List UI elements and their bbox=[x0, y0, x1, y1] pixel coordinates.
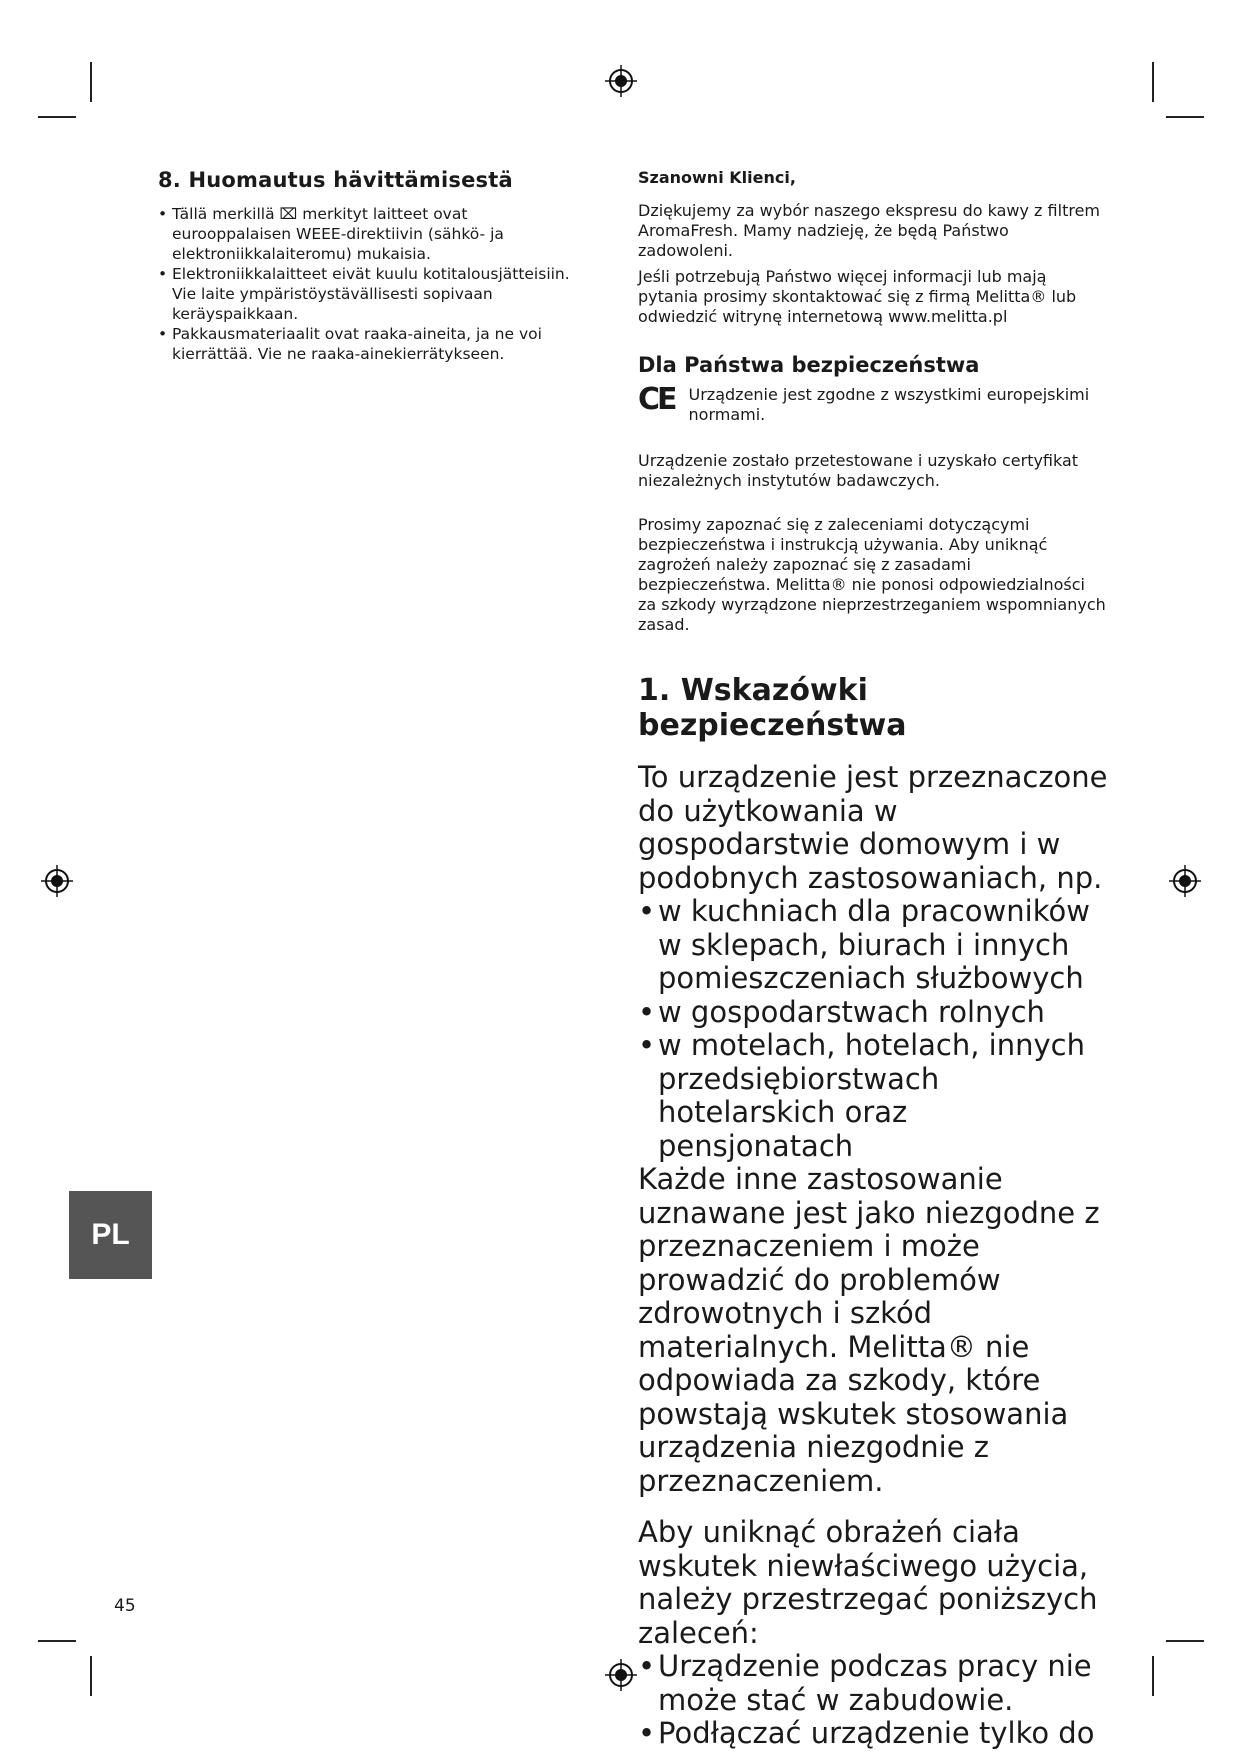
crop-mark bbox=[90, 1656, 92, 1696]
ce-text: Urządzenie jest zgodne z wszystkimi europejskimi normami. bbox=[688, 385, 1090, 424]
injury-intro: Aby uniknąć obrażeń ciała wskutek niewłaściwego użycia, należy przestrzegać poniższych zaleceń: bbox=[638, 1515, 1098, 1650]
language-tab: PL bbox=[69, 1191, 152, 1279]
crop-mark bbox=[1166, 1640, 1204, 1642]
registration-mark-icon bbox=[604, 64, 638, 98]
usage-other: Każde inne zastosowanie uznawane jest jako niezgodne z przeznaczeniem i może prowadzić do problemów zdrowotnych i szkód materialnych. Melitta® nie odpowiada za szkody, które powstają wskutek stosowania urządzenia niezgodnie z przeznaczeniem. bbox=[638, 1162, 1100, 1498]
registration-mark-icon bbox=[40, 864, 74, 898]
recommendation-paragraph: Prosimy zapoznać się z zaleceniami dotyczącymi bezpieczeństwa i instrukcją używania. Aby uniknąć zagrożeń należy zapoznać się z zasadami bezpieczeństwa. Melitta® nie ponosi odpowiedzialności za szkody wyrządzone nieprzestrzeganiem wspomnianych zasad. bbox=[638, 515, 1106, 634]
ce-mark-icon: CE bbox=[638, 382, 675, 417]
list-item: • w gospodarstwach rolnych bbox=[638, 996, 1108, 1030]
crop-mark bbox=[38, 1640, 76, 1642]
list-item: • Pakkausmateriaalit ovat raaka-aineita, ja ne voi kierrättää. Vie ne raaka-ainekierrätykseen. bbox=[158, 324, 578, 364]
list-item: • Podłączać urządzenie tylko do bbox=[638, 1717, 1108, 1751]
safety-heading: Dla Państwa bezpieczeństwa bbox=[638, 353, 980, 377]
injury-list bbox=[638, 1650, 1108, 1751]
page-number: 45 bbox=[114, 1596, 136, 1616]
crop-mark bbox=[38, 116, 76, 118]
greeting: Szanowni Klienci, bbox=[638, 168, 796, 187]
list-item: • w motelach, hotelach, innych przedsiębiorstwach hotelarskich oraz pensjonatach bbox=[638, 1029, 1108, 1163]
registration-mark-icon bbox=[604, 1658, 638, 1692]
crop-mark bbox=[1152, 1656, 1154, 1696]
crop-mark bbox=[1166, 116, 1204, 118]
list-item: • Urządzenie podczas pracy nie może stać w zabudowie. bbox=[638, 1650, 1108, 1717]
list-item: • w kuchniach dla pracowników w sklepach, biurach i innych pomieszczeniach służbowych bbox=[638, 895, 1108, 996]
disposal-list bbox=[158, 204, 578, 364]
right-column bbox=[638, 168, 1108, 1751]
registration-mark-icon bbox=[1168, 864, 1202, 898]
left-column bbox=[158, 168, 578, 364]
crop-mark bbox=[1152, 62, 1154, 102]
contact-paragraph: Jeśli potrzebują Państwo więcej informacji lub mają pytania prosimy skontaktować się z firmą Melitta® lub odwiedzić witrynę internetową www.melitta.pl bbox=[638, 267, 1077, 326]
section-heading: 1. Wskazówki bezpieczeństwa bbox=[638, 673, 907, 743]
intro-paragraph: Dziękujemy za wybór naszego ekspresu do kawy z filtrem AromaFresh. Mamy nadzieję, że będą Państwo zadowoleni. bbox=[638, 201, 1100, 260]
certification-paragraph: Urządzenie zostało przetestowane i uzyskało certyfikat niezależnych instytutów badawczych. bbox=[638, 451, 1079, 490]
list-item: • Tällä merkillä ⌧ merkityt laitteet ovat eurooppalaisen WEEE-direktiivin (sähkö- ja elektroniikkalaiteromu) mukaisia. bbox=[158, 204, 578, 264]
usage-intro: To urządzenie jest przeznaczone do użytkowania w gospodarstwie domowym i w podobnych zastosowaniach, np. bbox=[638, 760, 1108, 895]
disposal-heading: 8. Huomautus hävittämisestä bbox=[158, 168, 513, 192]
list-item: • Elektroniikkalaitteet eivät kuulu kotitalousjätteisiin. Vie laite ympäristöystävällisesti sopivaan keräyspaikkaan. bbox=[158, 264, 578, 324]
ce-notice bbox=[638, 383, 1108, 425]
crop-mark bbox=[90, 62, 92, 102]
usage-list bbox=[638, 895, 1108, 1163]
